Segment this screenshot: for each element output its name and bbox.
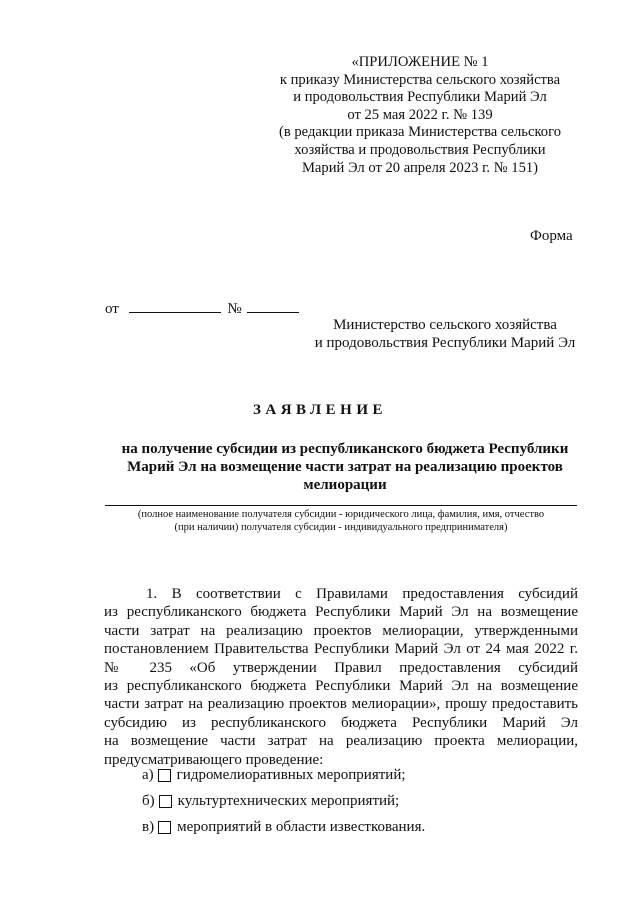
paragraph-line: из республиканского бюджета Республики Марий Эл на возмещение	[104, 604, 578, 621]
applicant-name-line	[105, 505, 577, 506]
applicant-note	[105, 508, 577, 534]
option-label: гидромелиоративных мероприятий;	[176, 767, 406, 783]
paragraph-line: на возмещение части затрат на реализацию проекта мелиорации,	[104, 733, 578, 750]
checkbox-cultural-technical[interactable]	[159, 795, 172, 808]
number-label: №	[227, 301, 242, 317]
from-label: от	[105, 301, 119, 317]
addressee	[300, 316, 590, 352]
addressee-line: и продовольствия Республики Марий Эл	[314, 335, 576, 351]
note-line: (при наличии) получателя субсидии - индивидуального предпринимателя)	[174, 522, 508, 533]
paragraph-line: субсидию из республиканского бюджета Республики Марий Эл	[104, 714, 578, 731]
date-blank	[129, 300, 221, 313]
checkbox-liming[interactable]	[158, 821, 171, 834]
option-letter: в)	[142, 819, 155, 835]
addressee-line: Министерство сельского хозяйства	[333, 317, 557, 333]
document-subtitle	[110, 440, 580, 494]
paragraph-line: из республиканского бюджета Республики Марий Эл на возмещение	[104, 678, 578, 695]
appendix-line: Марий Эл от 20 апреля 2023 г. № 151)	[301, 159, 539, 176]
checkbox-hydromelioration[interactable]	[158, 769, 171, 782]
paragraph-line: № 235 «Об утверждении Правил предоставления субсидий	[104, 659, 578, 676]
option-liming	[142, 819, 425, 836]
note-line: (полное наименование получателя субсидии - юридического лица, фамилия, имя, отчество	[137, 509, 545, 520]
option-hydromelioration	[142, 767, 406, 784]
document-title: ЗАЯВЛЕНИЕ	[252, 402, 388, 418]
appendix-line: к приказу Министерства сельского хозяйства	[279, 71, 561, 88]
paragraph-line: 1. В соответствии с Правилами предоставления субсидий	[146, 586, 578, 602]
paragraph-line: предусматривающего проведение:	[104, 751, 324, 768]
paragraph-line: части затрат на реализацию проектов мелиорации, утвержденными	[104, 622, 578, 639]
option-cultural-technical	[142, 793, 399, 810]
option-letter: б)	[142, 793, 155, 809]
request-paragraph	[104, 585, 578, 769]
form-label: Форма	[530, 228, 573, 244]
subtitle-line: Марий Эл на возмещение части затрат на реализацию проектов	[127, 459, 563, 475]
date-number-line	[105, 300, 299, 318]
option-label: культуртехнических мероприятий;	[177, 793, 400, 809]
option-letter: а)	[142, 767, 154, 783]
paragraph-line: части затрат на реализацию проектов мелиорации», прошу предоставить	[104, 696, 578, 713]
appendix-line: (в редакции приказа Министерства сельского	[278, 124, 562, 141]
subtitle-line: на получение субсидии из республиканского бюджета Республики	[121, 441, 569, 457]
appendix-header	[250, 54, 590, 177]
appendix-line: хозяйства и продовольствия Республики	[294, 141, 546, 158]
appendix-line: и продовольствия Республики Марий Эл	[293, 89, 547, 106]
appendix-line: «ПРИЛОЖЕНИЕ № 1	[351, 54, 489, 70]
paragraph-line: постановлением Правительства Республики Марий Эл от 24 мая 2022 г.	[104, 641, 578, 658]
subtitle-line: мелиорации	[303, 477, 387, 493]
option-label: мероприятий в области известкования.	[177, 819, 426, 835]
number-blank	[247, 300, 299, 313]
appendix-line: от 25 мая 2022 г. № 139	[347, 106, 493, 123]
